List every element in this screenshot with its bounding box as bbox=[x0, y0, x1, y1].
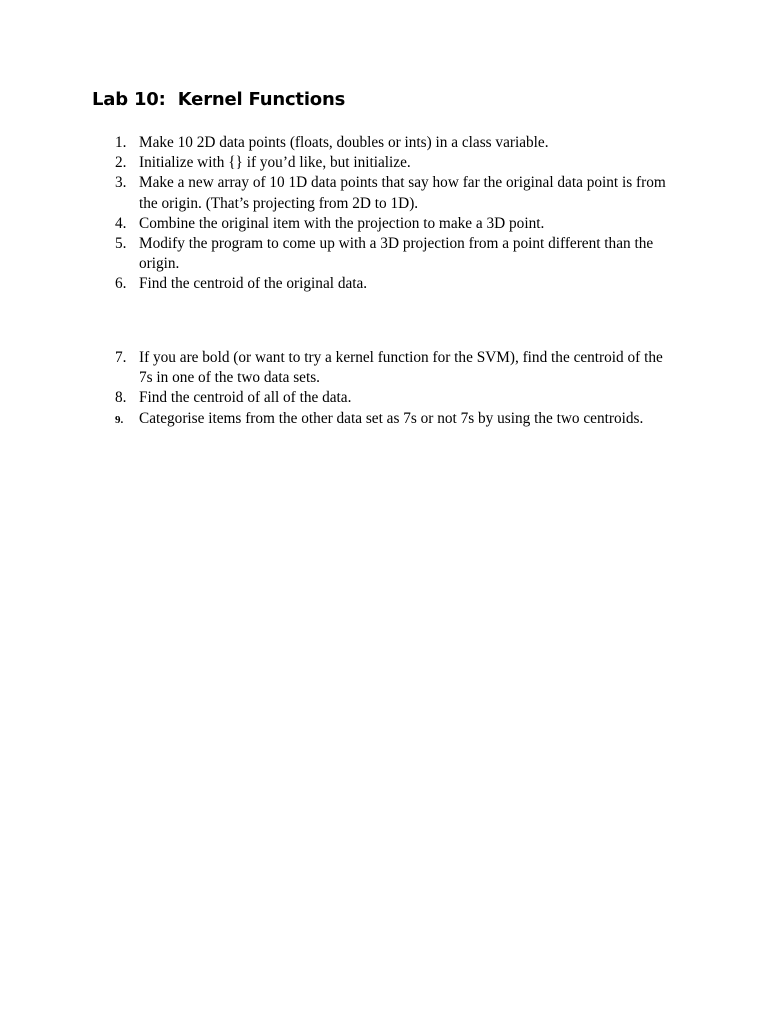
item-number: 6. bbox=[115, 275, 127, 293]
item-text: Make 10 2D data points (floats, doubles or ints) in a class variable. bbox=[139, 134, 549, 151]
item-text: Find the centroid of the original data. bbox=[139, 275, 368, 293]
list-item bbox=[0, 234, 679, 274]
list-item bbox=[0, 173, 679, 213]
list-item bbox=[0, 214, 679, 234]
item-number: 2. bbox=[115, 154, 127, 172]
item-number: 3. bbox=[115, 174, 127, 192]
item-number: 8. bbox=[115, 389, 127, 407]
list-item bbox=[0, 153, 679, 173]
item-number: 4. bbox=[115, 214, 127, 232]
item-text: Find the centroid of all of the data. bbox=[139, 389, 352, 407]
item-text: Modify the program to come up with a 3D projection from a point different than the origin. bbox=[139, 235, 654, 273]
item-text: Categorise items from the other data set as 7s or not 7s by using the two centroids. bbox=[139, 409, 644, 427]
item-text: Make a new array of 10 1D data points that say how far the original data point is from the origin. (That’s projecting from 2D to 1D). bbox=[139, 174, 666, 212]
item-text: If you are bold (or want to try a kernel function for the SVM), find the centroid of the 7s in one of the two data sets. bbox=[139, 349, 663, 387]
list-item bbox=[0, 133, 679, 153]
list-item bbox=[0, 274, 679, 294]
item-number: 7. bbox=[115, 349, 127, 366]
list-item bbox=[0, 409, 679, 429]
task-list-part-one bbox=[0, 133, 679, 295]
page-title: Lab 10: Kernel Functions bbox=[92, 89, 346, 110]
item-text: Initialize with {} if you’d like, but initialize. bbox=[139, 154, 411, 172]
item-text: Combine the original item with the projection to make a 3D point. bbox=[139, 214, 545, 232]
list-item bbox=[0, 348, 679, 388]
item-number: 1. bbox=[115, 134, 127, 151]
item-number: 9. bbox=[115, 413, 124, 426]
list-item bbox=[0, 388, 679, 408]
item-number: 5. bbox=[115, 235, 127, 253]
task-list-part-two bbox=[0, 348, 679, 429]
